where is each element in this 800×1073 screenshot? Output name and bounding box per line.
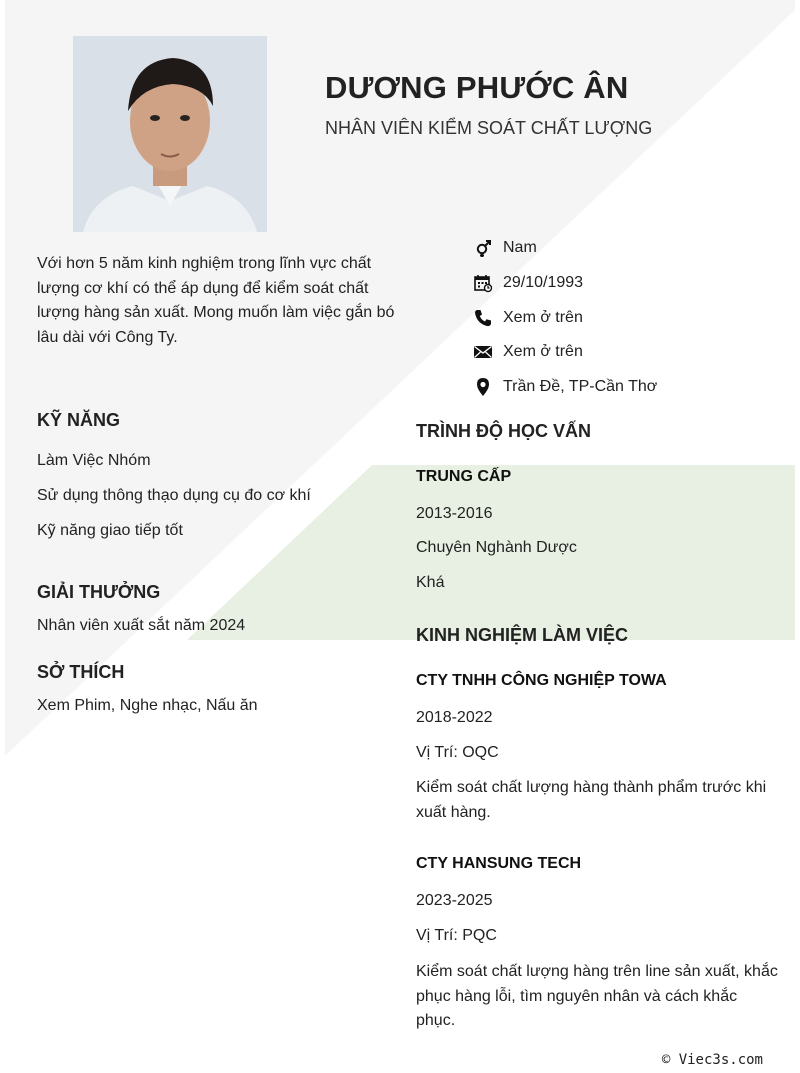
phone-icon	[472, 307, 493, 328]
contact-address	[472, 370, 792, 405]
skill-item: Kỹ năng giao tiếp tốt	[37, 522, 183, 539]
job-years: 2018-2022	[416, 709, 493, 726]
candidate-name: DƯƠNG PHƯỚC ÂN	[325, 70, 629, 105]
company-name: CTY HANSUNG TECH	[416, 855, 582, 872]
location-icon	[472, 377, 493, 398]
contact-gender	[472, 231, 792, 266]
skill-item: Làm Việc Nhóm	[37, 452, 151, 469]
job-position: Vị Trí: OQC	[416, 744, 499, 761]
award-item: Nhân viên xuất sắt năm 2024	[37, 617, 246, 634]
hobby-item: Xem Phim, Nghe nhạc, Nấu ăn	[37, 697, 258, 714]
copyright-footer: © Viec3s.com	[661, 1052, 763, 1068]
education-major: Chuyên Nghành Dược	[416, 539, 577, 556]
email-value: Xem ở trên	[503, 343, 583, 361]
experience-heading: KINH NGHIỆM LÀM VIỆC	[416, 625, 629, 645]
education-grade: Khá	[416, 574, 445, 591]
profile-summary: Với hơn 5 năm kinh nghiệm trong lĩnh vực chất lượng cơ khí có thể áp dụng để kiểm soát chất lượng hàng sản xuất. Mong muốn làm việc gắn bó lâu dài với Công Ty.	[37, 255, 395, 346]
skill-item: Sử dụng thông thạo dụng cụ đo cơ khí	[37, 487, 311, 504]
contact-phone	[472, 300, 792, 335]
address-value: Trần Đề, TP-Cần Thơ	[503, 378, 658, 396]
gender-icon	[472, 238, 493, 259]
job-position: Vị Trí: PQC	[416, 927, 497, 944]
contact-email	[472, 335, 792, 370]
calendar-icon	[472, 273, 493, 294]
skills-heading: KỸ NĂNG	[37, 410, 121, 430]
profile-photo	[73, 36, 267, 232]
education-heading: TRÌNH ĐỘ HỌC VẤN	[416, 421, 591, 441]
phone-value: Xem ở trên	[503, 308, 583, 326]
education-years: 2013-2016	[416, 505, 493, 522]
contact-birthday	[472, 266, 792, 301]
job-description: Kiểm soát chất lượng hàng thành phẩm trước khi xuất hàng.	[416, 779, 767, 821]
gender-value: Nam	[503, 239, 537, 257]
candidate-job-title: NHÂN VIÊN KIỂM SOÁT CHẤT LƯỢNG	[325, 118, 653, 138]
contact-info	[472, 231, 792, 404]
company-name: CTY TNHH CÔNG NGHIỆP TOWA	[416, 672, 667, 689]
job-description: Kiểm soát chất lượng hàng trên line sản xuất, khắc phục hàng lỗi, tìm nguyên nhân và cách khắc phục.	[416, 963, 778, 1029]
school-name: TRUNG CẤP	[416, 468, 512, 485]
mail-icon	[472, 342, 493, 363]
awards-heading: GIẢI THƯỞNG	[37, 582, 161, 602]
hobbies-heading: SỞ THÍCH	[37, 662, 125, 682]
birthday-value: 29/10/1993	[503, 274, 584, 292]
job-years: 2023-2025	[416, 892, 493, 909]
